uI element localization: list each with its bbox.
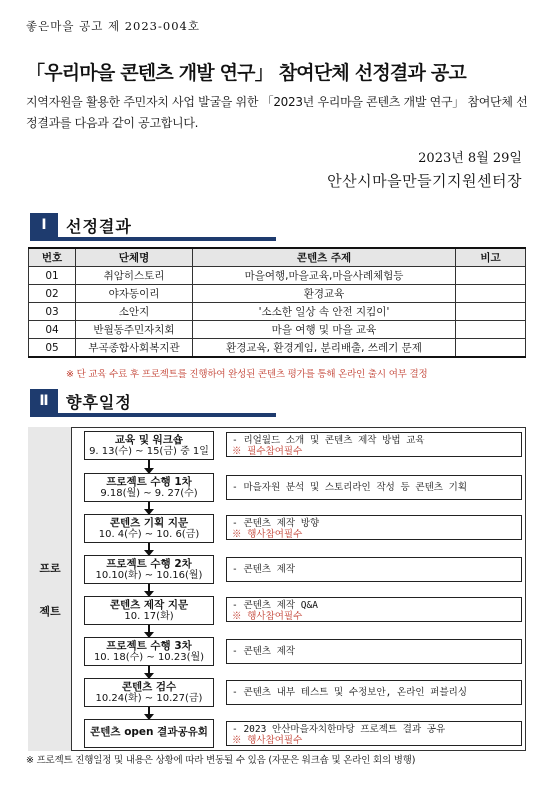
cell-topic: 마을여행,마을교육,마을사례체험등 [193,267,456,285]
section1-rule [30,237,276,241]
cell-topic: 환경교육 [193,285,456,303]
cell-number: 04 [29,321,76,339]
section1-title: 선정결과 [66,217,132,236]
step-date: 10.24(화) ~ 10.27(금) [95,693,203,704]
cell-group: 소안지 [76,303,193,321]
step-desc-text: - 리얼월드 소개 및 콘텐츠 제작 방법 교육 [232,435,425,446]
step-required-note: ※ 행사참여필수 [232,611,303,622]
step-title: 프로젝트 수행 3차 [106,640,192,652]
col-header-remark: 비고 [456,248,526,267]
cell-remark [456,303,526,321]
step-date: 9. 13(수) ~ 15(금) 중 1일 [89,446,209,457]
step-description [226,680,522,705]
cell-group: 취암히스토리 [76,267,193,285]
section2-rule [30,413,276,417]
step-desc-text: - 2023 안산마을자치한마당 프로젝트 결과 공유 [232,724,446,735]
step-title: 콘텐츠 제작 지문 [109,599,189,611]
cell-topic: '소소한 일상 속 안전 지킴이' [193,303,456,321]
section1-number: Ⅰ [30,213,58,237]
step-desc-text: - 콘텐츠 내부 테스트 및 수정보안, 온라인 퍼블리싱 [232,687,468,698]
step-required-note: ※ 행사참여필수 [232,529,303,540]
cell-remark [456,267,526,285]
step-title: 콘텐츠 open 결과공유회 [90,726,208,738]
cell-number: 05 [29,339,76,358]
cell-remark [456,285,526,303]
step-title: 프로젝트 수행 2차 [106,558,192,570]
step-date: 9.18(월) ~ 9. 27(수) [100,488,198,499]
cell-group: 부곡종합사회복지관 [76,339,193,358]
step-title: 콘텐츠 검수 [121,681,177,693]
schedule-step [84,555,214,584]
schedule-step [84,431,214,460]
step-description [226,557,522,582]
step-date: 10.10(화) ~ 10.16(월) [95,570,203,581]
step-desc-text: - 마을자원 분석 및 스토리라인 작성 등 콘텐츠 기획 [232,482,468,493]
step-title: 콘텐츠 기획 지문 [109,517,189,529]
schedule-step [84,637,214,666]
cell-number: 03 [29,303,76,321]
col-header-topic: 콘텐츠 주제 [193,248,456,267]
step-title: 교육 및 워크숍 [114,434,184,446]
step-description [226,597,522,622]
schedule-step [84,473,214,502]
selection-note: ※ 단 교육 수료 후 프로젝트를 진행하여 완성된 콘텐츠 평가를 통해 온라인 출시 여부 결정 [66,369,428,380]
schedule-step [84,596,214,625]
step-required-note: ※ 필수참여필수 [232,446,303,457]
cell-remark [456,321,526,339]
step-date: 10. 17(화) [124,611,174,622]
cell-number: 01 [29,267,76,285]
step-desc-text: - 콘텐츠 제작 [232,646,296,657]
footnote: ※ 프로젝트 진행일정 및 내용은 상황에 따라 변동될 수 있음 (자문은 워크숍 및 온라인 회의 병행) [26,755,416,766]
notice-number: 좋은마을 공고 제 2023-004호 [26,19,200,33]
table-header-row [29,248,526,267]
step-date: 10. 18(수) ~ 10.23(월) [93,652,205,663]
category-label-top: 프로 [39,562,61,575]
table-row [29,339,526,358]
schedule-step [84,719,214,748]
step-description [226,515,522,540]
notice-date: 2023년 8월 29일 [418,151,522,166]
step-date: 10. 4(수) ~ 10. 6(금) [98,529,200,540]
cell-group: 반월동주민자치회 [76,321,193,339]
step-title: 프로젝트 수행 1차 [106,476,192,488]
table-row [29,321,526,339]
step-description [226,432,522,457]
col-header-group: 단체명 [76,248,193,267]
table-row [29,285,526,303]
cell-group: 야자동이리 [76,285,193,303]
col-header-number: 번호 [29,248,76,267]
cell-remark [456,339,526,358]
page-title: 「우리마을 콘텐츠 개발 연구」 참여단체 선정결과 공고 [26,62,466,84]
intro-text: 지역자원을 활용한 주민자치 사업 발굴을 위한 「2023년 우리마을 콘텐츠 개발 연구」 참여단체 선정결과를 다음과 같이 공고합니다. [26,95,528,130]
section2-number: Ⅱ [30,389,58,413]
step-desc-text: - 콘텐츠 제작 Q&A [232,600,318,611]
table-row [29,303,526,321]
step-desc-text: - 콘텐츠 제작 [232,564,296,575]
cell-topic: 환경교육, 환경게임, 분리배출, 쓰레기 문제 [193,339,456,358]
step-required-note: ※ 행사참여필수 [232,735,303,746]
table-row [29,267,526,285]
organization-name: 안산시마을만들기지원센터장 [327,172,522,190]
category-label-bottom: 젝트 [39,605,61,618]
schedule-category-column [28,427,72,751]
schedule-step [84,514,214,543]
cell-number: 02 [29,285,76,303]
step-desc-text: - 콘텐츠 제작 방향 [232,518,320,529]
schedule-step [84,678,214,707]
cell-topic: 마을 여행 및 마을 교육 [193,321,456,339]
step-description [226,639,522,664]
step-description [226,475,522,500]
step-description [226,721,522,746]
section2-title: 향후일정 [66,393,132,412]
selection-results-table [28,247,526,358]
